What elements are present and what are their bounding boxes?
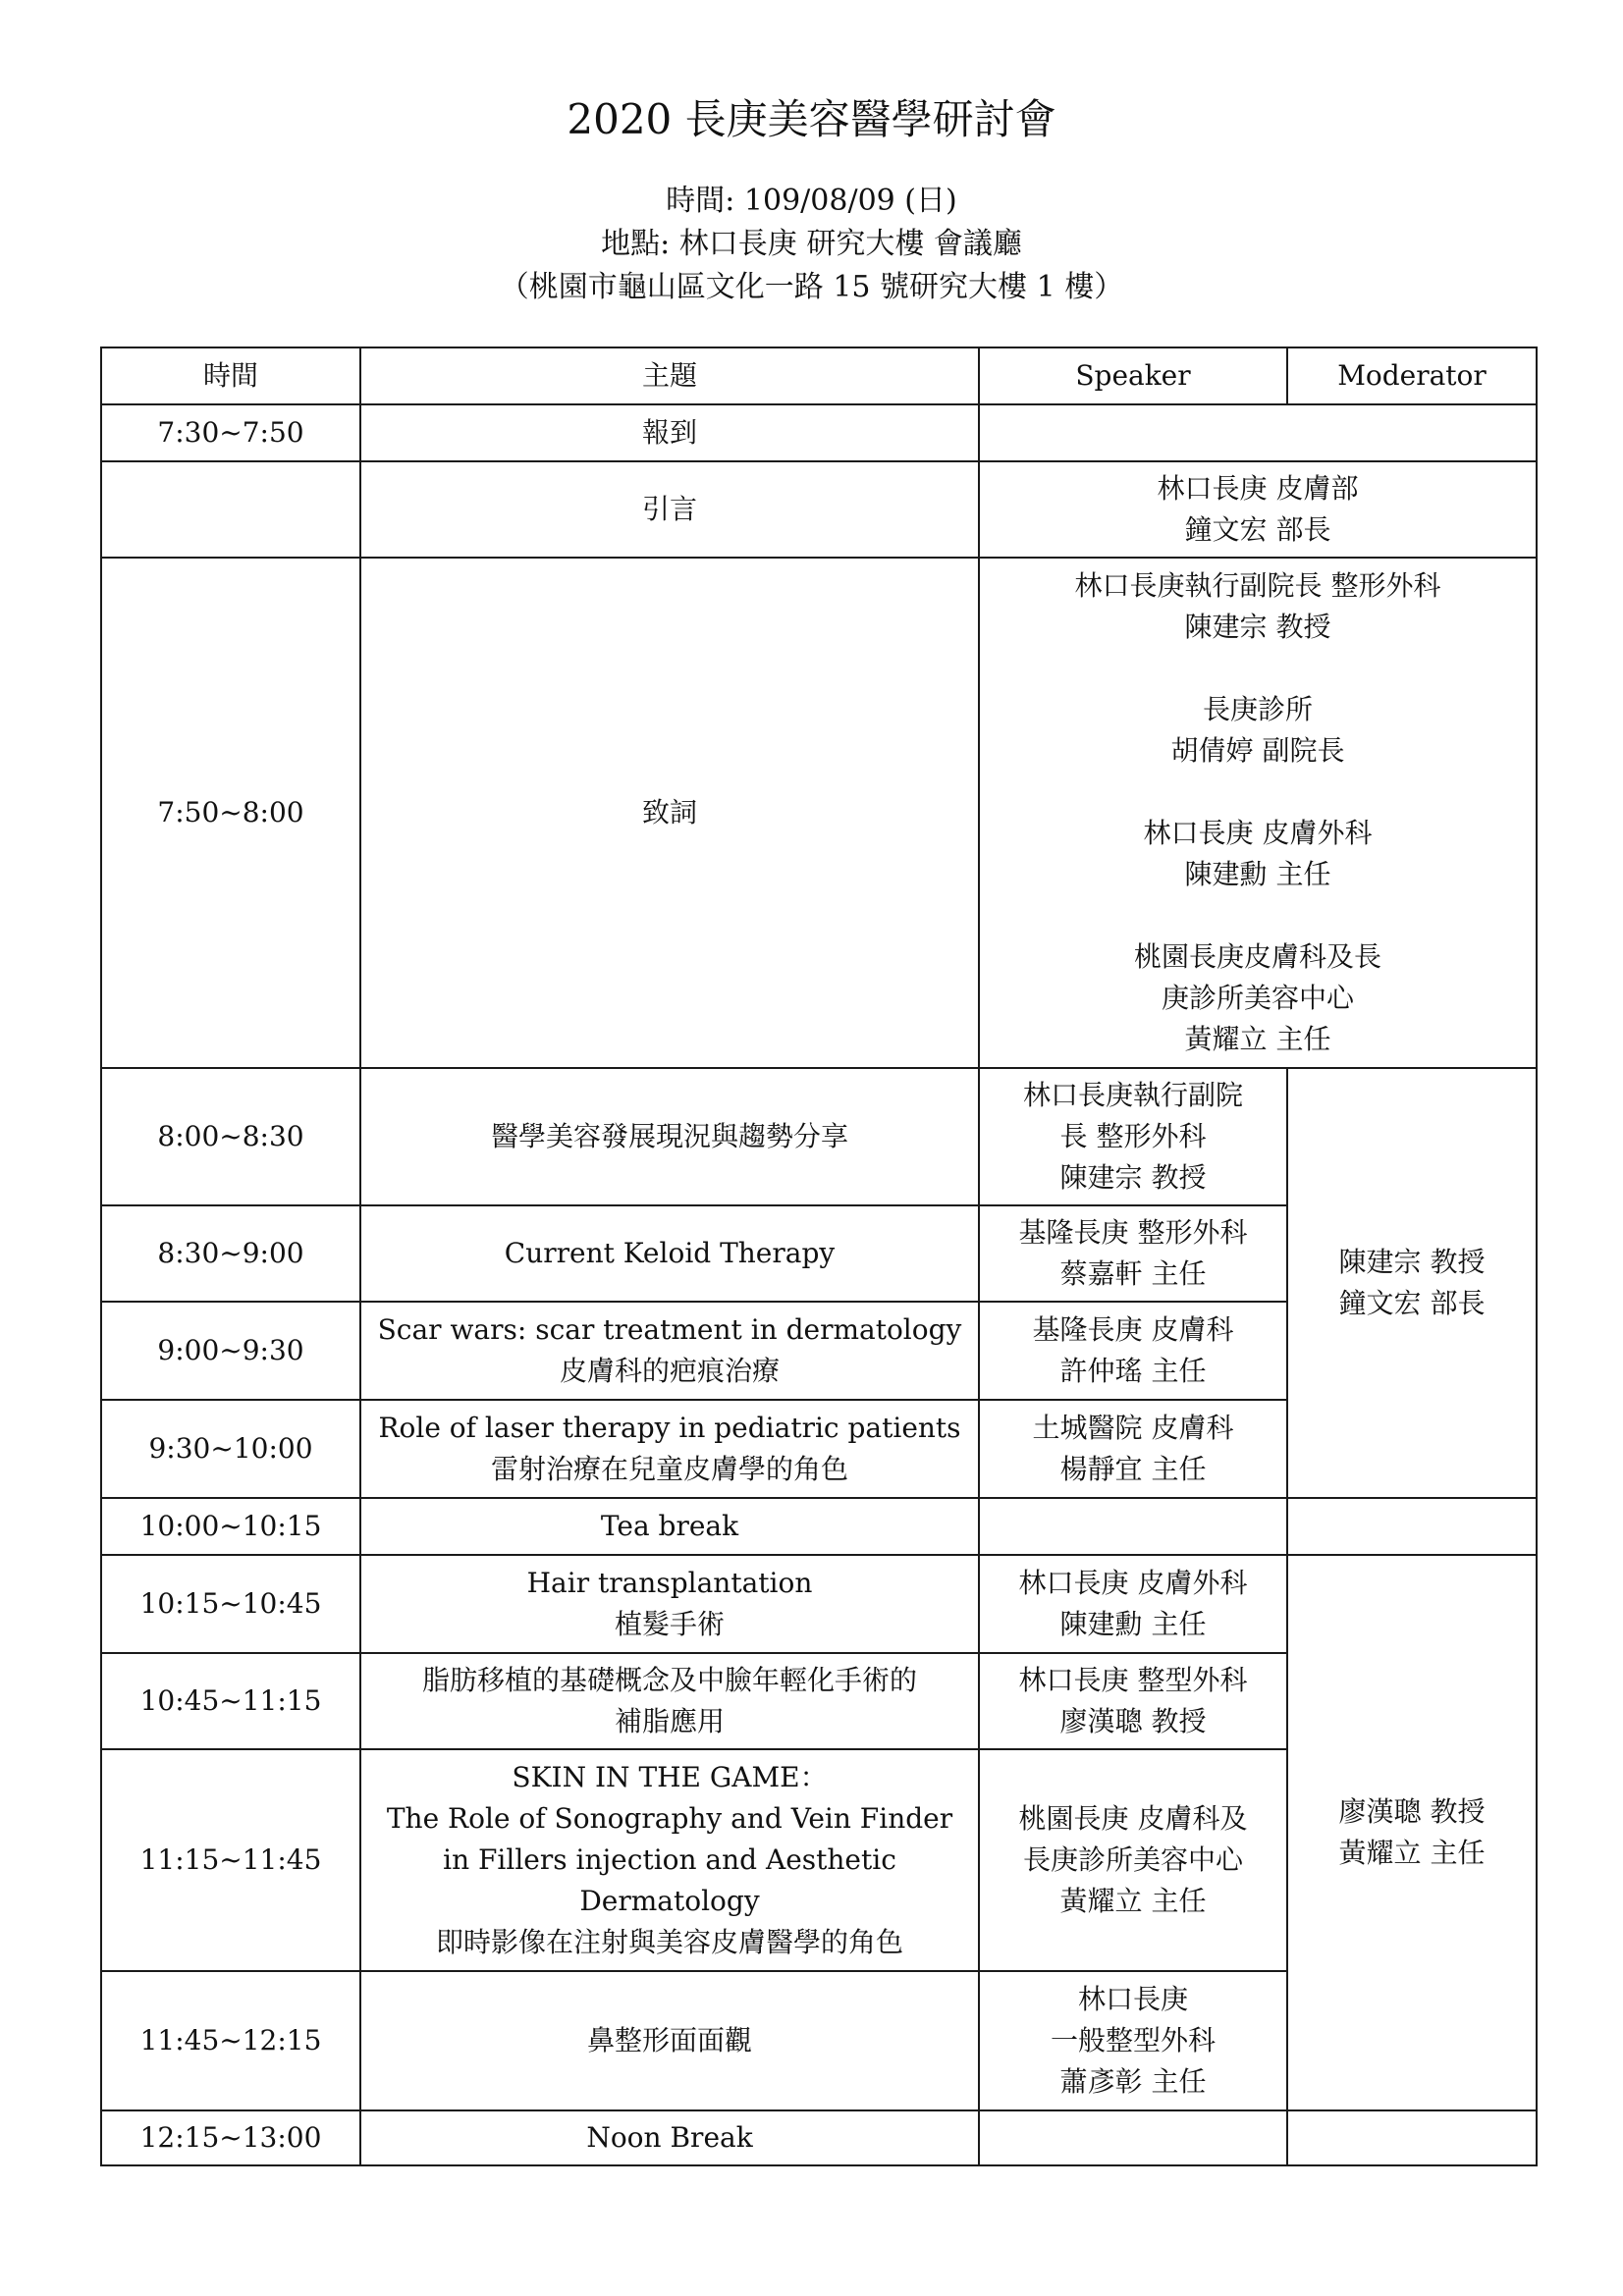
cell-line: 蔡嘉軒 主任	[1059, 1257, 1207, 1290]
cell-line: 基隆長庚 皮膚科	[1032, 1313, 1234, 1346]
cell-line: 引言	[641, 493, 697, 525]
cell-line: 黃耀立 主任	[1059, 1885, 1207, 1917]
time-cell: 8:00~8:30	[101, 1068, 360, 1205]
cell-line: 林口長庚	[1077, 1983, 1188, 2015]
page-title: 2020 長庚美容醫學研討會	[567, 95, 1056, 143]
cell-line: 林口長庚 整型外科	[1018, 1664, 1248, 1696]
time-cell: 11:45~12:15	[101, 1971, 360, 2110]
cell-line: 植髮手術	[614, 1608, 725, 1640]
cell-line: Scar wars: scar treatment in dermatology	[377, 1313, 962, 1346]
topic-cell	[360, 2110, 979, 2165]
cell-line: 一般整型外科	[1050, 2024, 1216, 2056]
speaker-cell	[979, 404, 1537, 461]
topic-cell	[360, 1653, 979, 1749]
time-cell: 12:15~13:00	[101, 2110, 360, 2165]
cell-line: 陳建勳 主任	[1059, 1608, 1207, 1640]
cell-line: 胡倩婷 副院長	[1170, 734, 1345, 767]
topic-cell	[360, 558, 979, 1068]
cell-line: 即時影像在注射與美容皮膚醫學的角色	[435, 1926, 903, 1958]
speaker-cell	[979, 1068, 1287, 1205]
cell-line: 廖漢聰 教授	[1059, 1705, 1207, 1737]
topic-cell	[360, 1400, 979, 1498]
speaker-cell	[979, 558, 1537, 1068]
cell-line: Dermatology	[579, 1885, 760, 1917]
cell-line: 蕭彥彰 主任	[1059, 2065, 1207, 2098]
speaker-cell	[979, 2110, 1287, 2165]
cell-line: 鼻整形面面觀	[586, 2024, 752, 2056]
speaker-cell	[979, 1749, 1287, 1971]
table-row	[101, 2110, 1537, 2165]
time-cell: 7:50~8:00	[101, 558, 360, 1068]
table-row	[101, 1498, 1537, 1555]
agenda-table	[100, 347, 1538, 2166]
time-cell: 8:30~9:00	[101, 1205, 360, 1302]
cell-line: 基隆長庚 整形外科	[1018, 1216, 1248, 1249]
speaker-cell	[979, 1302, 1287, 1400]
cell-line: 長庚診所	[1202, 693, 1313, 725]
table-row	[101, 461, 1537, 558]
speaker-cell	[979, 1400, 1287, 1498]
moderator-cell-session1	[1287, 1068, 1537, 1498]
cell-line: Current Keloid Therapy	[504, 1237, 836, 1269]
cell-line: 皮膚科的疤痕治療	[559, 1355, 780, 1387]
cell-line: 土城醫院 皮膚科	[1032, 1412, 1234, 1444]
cell-line: 陳建宗 教授	[1184, 611, 1331, 643]
cell-line: in Fillers injection and Aesthetic	[443, 1843, 896, 1876]
topic-cell	[360, 1971, 979, 2110]
time-cell: 9:30~10:00	[101, 1400, 360, 1498]
topic-cell	[360, 1302, 979, 1400]
time-cell: 10:00~10:15	[101, 1498, 360, 1555]
cell-line: 鐘文宏 部長	[1184, 513, 1331, 546]
cell-line: 醫學美容發展現況與趨勢分享	[490, 1120, 848, 1152]
cell-line: 脂肪移植的基礎概念及中臉年輕化手術的	[421, 1664, 917, 1696]
time-cell: 10:15~10:45	[101, 1555, 360, 1653]
header-moderator: Moderator	[1287, 347, 1537, 404]
cell-line: 許仲瑤 主任	[1059, 1355, 1207, 1387]
cell-line: 長 整形外科	[1059, 1120, 1207, 1152]
time-cell: 11:15~11:45	[101, 1749, 360, 1971]
cell-line: 黃耀立 主任	[1338, 1837, 1486, 1869]
speaker-cell	[979, 1498, 1287, 1555]
cell-line: Role of laser therapy in pediatric patients	[378, 1412, 961, 1444]
cell-line	[986, 772, 1530, 813]
cell-line: 長庚診所美容中心	[1022, 1843, 1243, 1876]
moderator-cell-empty	[1287, 2110, 1537, 2165]
topic-cell	[360, 461, 979, 558]
cell-line: 陳建宗 教授	[1338, 1246, 1486, 1278]
cell-line: Tea break	[600, 1510, 739, 1542]
cell-line: 楊靜宜 主任	[1059, 1453, 1207, 1485]
table-row	[101, 1555, 1537, 1653]
topic-cell	[360, 1205, 979, 1302]
cell-line: 黃耀立 主任	[1184, 1023, 1331, 1055]
cell-line: 致詞	[641, 796, 697, 828]
cell-line	[986, 895, 1530, 936]
cell-line: 陳建勳 主任	[1184, 858, 1331, 890]
topic-cell	[360, 1068, 979, 1205]
time-cell: 7:30~7:50	[101, 404, 360, 461]
cell-line: 林口長庚執行副院	[1022, 1079, 1243, 1111]
cell-line: 雷射治療在兒童皮膚學的角色	[490, 1453, 848, 1485]
event-time: 時間: 109/08/09 (日)	[666, 184, 957, 218]
event-place: 地點: 林口長庚 研究大樓 會議廳	[601, 227, 1022, 261]
speaker-cell	[979, 461, 1537, 558]
cell-line: 庚診所美容中心	[1161, 982, 1354, 1014]
time-cell	[101, 461, 360, 558]
table-row	[101, 558, 1537, 1068]
cell-line: 廖漢聰 教授	[1338, 1795, 1486, 1828]
cell-line: The Role of Sonography and Vein Finder	[386, 1802, 953, 1835]
cell-line: 鐘文宏 部長	[1338, 1287, 1486, 1319]
table-row	[101, 404, 1537, 461]
table-row	[101, 1068, 1537, 1205]
speaker-cell	[979, 1555, 1287, 1653]
moderator-cell-session2	[1287, 1555, 1537, 2110]
cell-line: 報到	[641, 416, 697, 449]
cell-line: 林口長庚執行副院長 整形外科	[1074, 569, 1441, 602]
topic-cell	[360, 404, 979, 461]
speaker-cell	[979, 1205, 1287, 1302]
cell-line: 桃園長庚皮膚科及長	[1133, 940, 1381, 973]
moderator-cell-empty	[1287, 1498, 1537, 1555]
speaker-cell	[979, 1971, 1287, 2110]
cell-line: 林口長庚 皮膚外科	[1018, 1567, 1248, 1599]
header-topic: 主題	[360, 347, 979, 404]
header-speaker: Speaker	[979, 347, 1287, 404]
event-address: （桃園市龜山區文化一路 15 號研究大樓 1 樓）	[499, 270, 1124, 304]
topic-cell	[360, 1555, 979, 1653]
cell-line: 陳建宗 教授	[1059, 1161, 1207, 1194]
table-header-row	[101, 347, 1537, 404]
speaker-cell	[979, 1653, 1287, 1749]
cell-line: Noon Break	[586, 2121, 753, 2154]
cell-line: 補脂應用	[614, 1705, 725, 1737]
cell-line: SKIN IN THE GAME：	[512, 1761, 828, 1793]
topic-cell	[360, 1749, 979, 1971]
header-time: 時間	[101, 347, 360, 404]
cell-line: Hair transplantation	[526, 1567, 813, 1599]
cell-line	[986, 648, 1530, 689]
time-cell: 9:00~9:30	[101, 1302, 360, 1400]
time-cell: 10:45~11:15	[101, 1653, 360, 1749]
topic-cell	[360, 1498, 979, 1555]
cell-line: 桃園長庚 皮膚科及	[1018, 1802, 1248, 1835]
cell-line: 林口長庚 皮膚外科	[1143, 817, 1373, 849]
cell-line: 林口長庚 皮膚部	[1157, 472, 1359, 505]
